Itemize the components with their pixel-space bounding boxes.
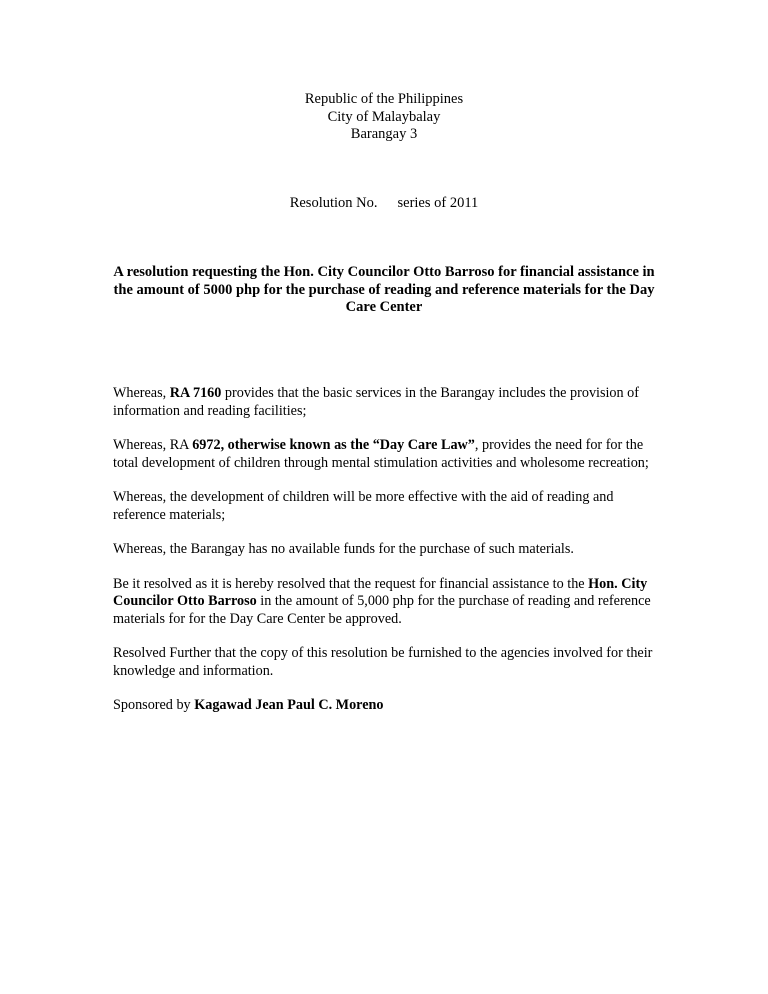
whereas-day-care-law: [113, 437, 658, 472]
header-country: Republic of the Philippines: [304, 91, 464, 107]
resolution-title: A resolution requesting the Hon. City Councilor Otto Barroso for financial assistance in the amount of 5000 php for the purchase of reading and reference materials for the Day Care Center: [113, 264, 655, 315]
resolution-label: Resolution No.: [289, 195, 378, 211]
be-it-resolved: [113, 576, 658, 629]
letterhead: [0, 91, 768, 144]
p5-bold: Hon. City Councilor Otto Barroso: [113, 575, 648, 609]
sponsored-by: [113, 697, 658, 715]
header-barangay: Barangay 3: [350, 126, 418, 142]
resolution-series: series of 2011: [397, 195, 479, 211]
sponsor-label: Sponsored by: [113, 697, 195, 713]
whereas-ra7160: [113, 385, 658, 420]
p1-bold: RA 7160: [169, 385, 222, 401]
sponsor-name: Kagawad Jean Paul C. Moreno: [194, 697, 384, 713]
header-city: City of Malaybalay: [327, 108, 441, 125]
p5-text-c: in the amount of 5,000 php for the purchase of reading and reference materials for for the Day Care Center be approved.: [113, 593, 651, 627]
resolution-body: [113, 385, 658, 732]
p2-bold: 6972, otherwise known as the “Day Care Law”: [192, 437, 475, 453]
p2-text-a: Whereas, RA: [113, 437, 193, 453]
resolution-number: [0, 195, 768, 212]
p1-text-a: Whereas,: [113, 385, 170, 401]
p1-text-c: provides that the basic services in the Barangay includes the provision of information and reading facilities;: [113, 385, 639, 419]
p5-text-a: Be it resolved as it is hereby resolved that the request for financial assistance to the: [113, 575, 589, 592]
whereas-development: Whereas, the development of children will be more effective with the aid of reading and reference materials;: [113, 489, 614, 523]
resolved-further: Resolved Further that the copy of this resolution be furnished to the agencies involved for their knowledge and information.: [113, 645, 653, 679]
p2-text-c: , provides the need for for the total development of children through mental stimulation activities and wholesome recreation;: [113, 437, 649, 471]
whereas-no-funds: Whereas, the Barangay has no available funds for the purchase of such materials.: [113, 541, 574, 557]
